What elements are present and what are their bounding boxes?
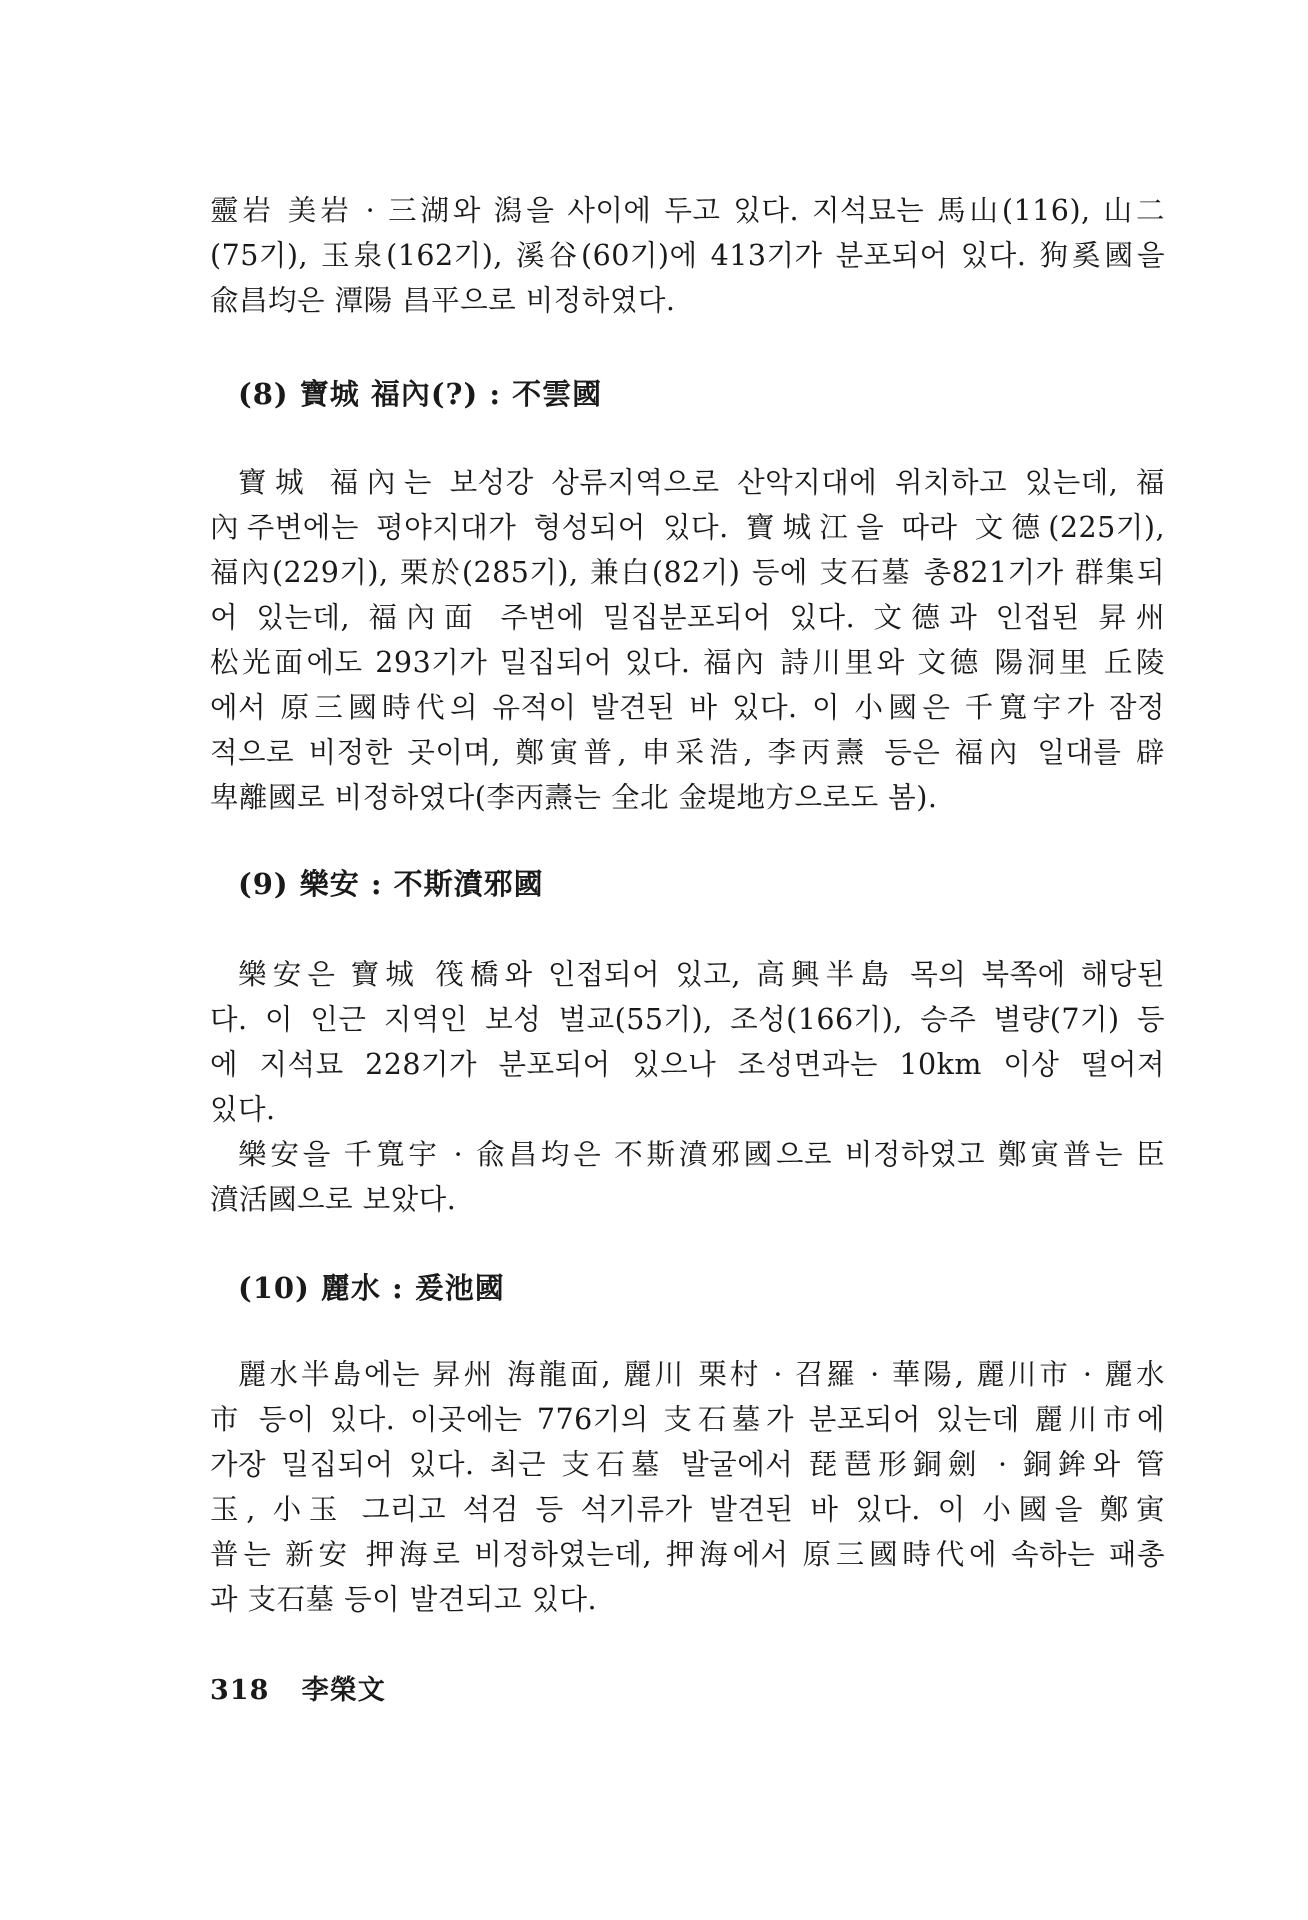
text-line: 가장 밀집되어 있다. 최근 支石墓 발굴에서 琵琶形銅劍 · 銅鉾와 管 xyxy=(210,1448,1165,1481)
text-line: 樂安을 千寬宇 · 兪昌均은 不斯濆邪國으로 비정하였고 鄭寅普는 臣 xyxy=(238,1138,1165,1171)
text-line: (75기), 玉泉(162기), 溪谷(60기)에 413기가 분포되어 있다. 狗奚國을 xyxy=(210,239,1165,272)
text-line: 다. 이 인근 지역인 보성 벌교(55기), 조성(166기), 승주 별량(7기) 등 xyxy=(210,1003,1165,1036)
text-line: 樂安은 寶城 筏橋와 인접되어 있고, 高興半島 목의 북쪽에 해당된 xyxy=(238,958,1165,991)
text-line: 에 지석묘 228기가 분포되어 있으나 조성면과는 10km 이상 떨어져 xyxy=(210,1048,1165,1081)
section-10-paragraph xyxy=(210,1352,1165,1622)
text-line: 에서 原三國時代의 유적이 발견된 바 있다. 이 小國은 千寬宇가 잠정 xyxy=(210,691,1165,724)
section-8-paragraph xyxy=(210,460,1165,820)
text-line: 卑離國로 비정하였다(李丙燾는 全北 金堤地方으로도 봄). xyxy=(210,781,938,814)
text-line: 內주변에는 평야지대가 형성되어 있다. 寶城江을 따라 文德(225기), xyxy=(210,511,1165,544)
text-line: 市 등이 있다. 이곳에는 776기의 支石墓가 분포되어 있는데 麗川市에 xyxy=(210,1403,1165,1436)
section-8-heading-wrap xyxy=(210,372,1165,413)
text-line: 兪昌均은 潭陽 昌平으로 비정하였다. xyxy=(210,284,676,317)
text-line: 靈岩 美岩 · 三湖와 潟을 사이에 두고 있다. 지석묘는 馬山(116), 山二 xyxy=(210,194,1165,227)
page-number: 318 xyxy=(210,1675,270,1706)
text-line: 玉, 小玉 그리고 석검 등 석기류가 발견된 바 있다. 이 小國을 鄭寅 xyxy=(210,1493,1165,1526)
text-line: 어 있는데, 福內面 주변에 밀집분포되어 있다. 文德과 인접된 昇州 xyxy=(210,601,1165,634)
page-content xyxy=(210,188,1165,323)
text-line: 福內(229기), 栗於(285기), 兼白(82기) 등에 支石墓 총821기가 群集되 xyxy=(210,556,1165,589)
text-line: 있다. xyxy=(210,1093,276,1126)
text-line: 寶城 福內는 보성강 상류지역으로 산악지대에 위치하고 있는데, 福 xyxy=(238,466,1165,499)
text-line: 麗水半島에는 昇州 海龍面, 麗川 栗村 · 召羅 · 華陽, 麗川市 · 麗水 xyxy=(238,1358,1165,1391)
section-9-body xyxy=(210,952,1165,1222)
section-8-body xyxy=(210,460,1165,820)
section-heading: (9) 樂安 : 不斯濆邪國 xyxy=(238,867,544,901)
text-line: 松光面에도 293기가 밀집되어 있다. 福內 詩川里와 文德 陽洞里 丘陵 xyxy=(210,646,1165,679)
text-line: 普는 新安 押海로 비정하였는데, 押海에서 原三國時代에 속하는 패총 xyxy=(210,1538,1165,1571)
author-name: 李榮文 xyxy=(301,1675,386,1706)
intro-paragraph xyxy=(210,188,1165,323)
text-line: 과 支石墓 등이 발견되고 있다. xyxy=(210,1583,598,1616)
text-line: 적으로 비정한 곳이며, 鄭寅普, 申采浩, 李丙燾 등은 福內 일대를 辟 xyxy=(210,736,1165,769)
section-9-heading-wrap xyxy=(210,862,1165,903)
section-10-heading-wrap xyxy=(210,1266,1165,1307)
page-footer xyxy=(210,1668,386,1707)
section-10-body xyxy=(210,1352,1165,1622)
section-9-paragraph xyxy=(210,952,1165,1222)
section-heading: (10) 麗水 : 爰池國 xyxy=(238,1271,505,1305)
section-heading: (8) 寶城 福內(?) : 不雲國 xyxy=(238,377,603,411)
text-line: 濆活國으로 보았다. xyxy=(210,1183,457,1216)
